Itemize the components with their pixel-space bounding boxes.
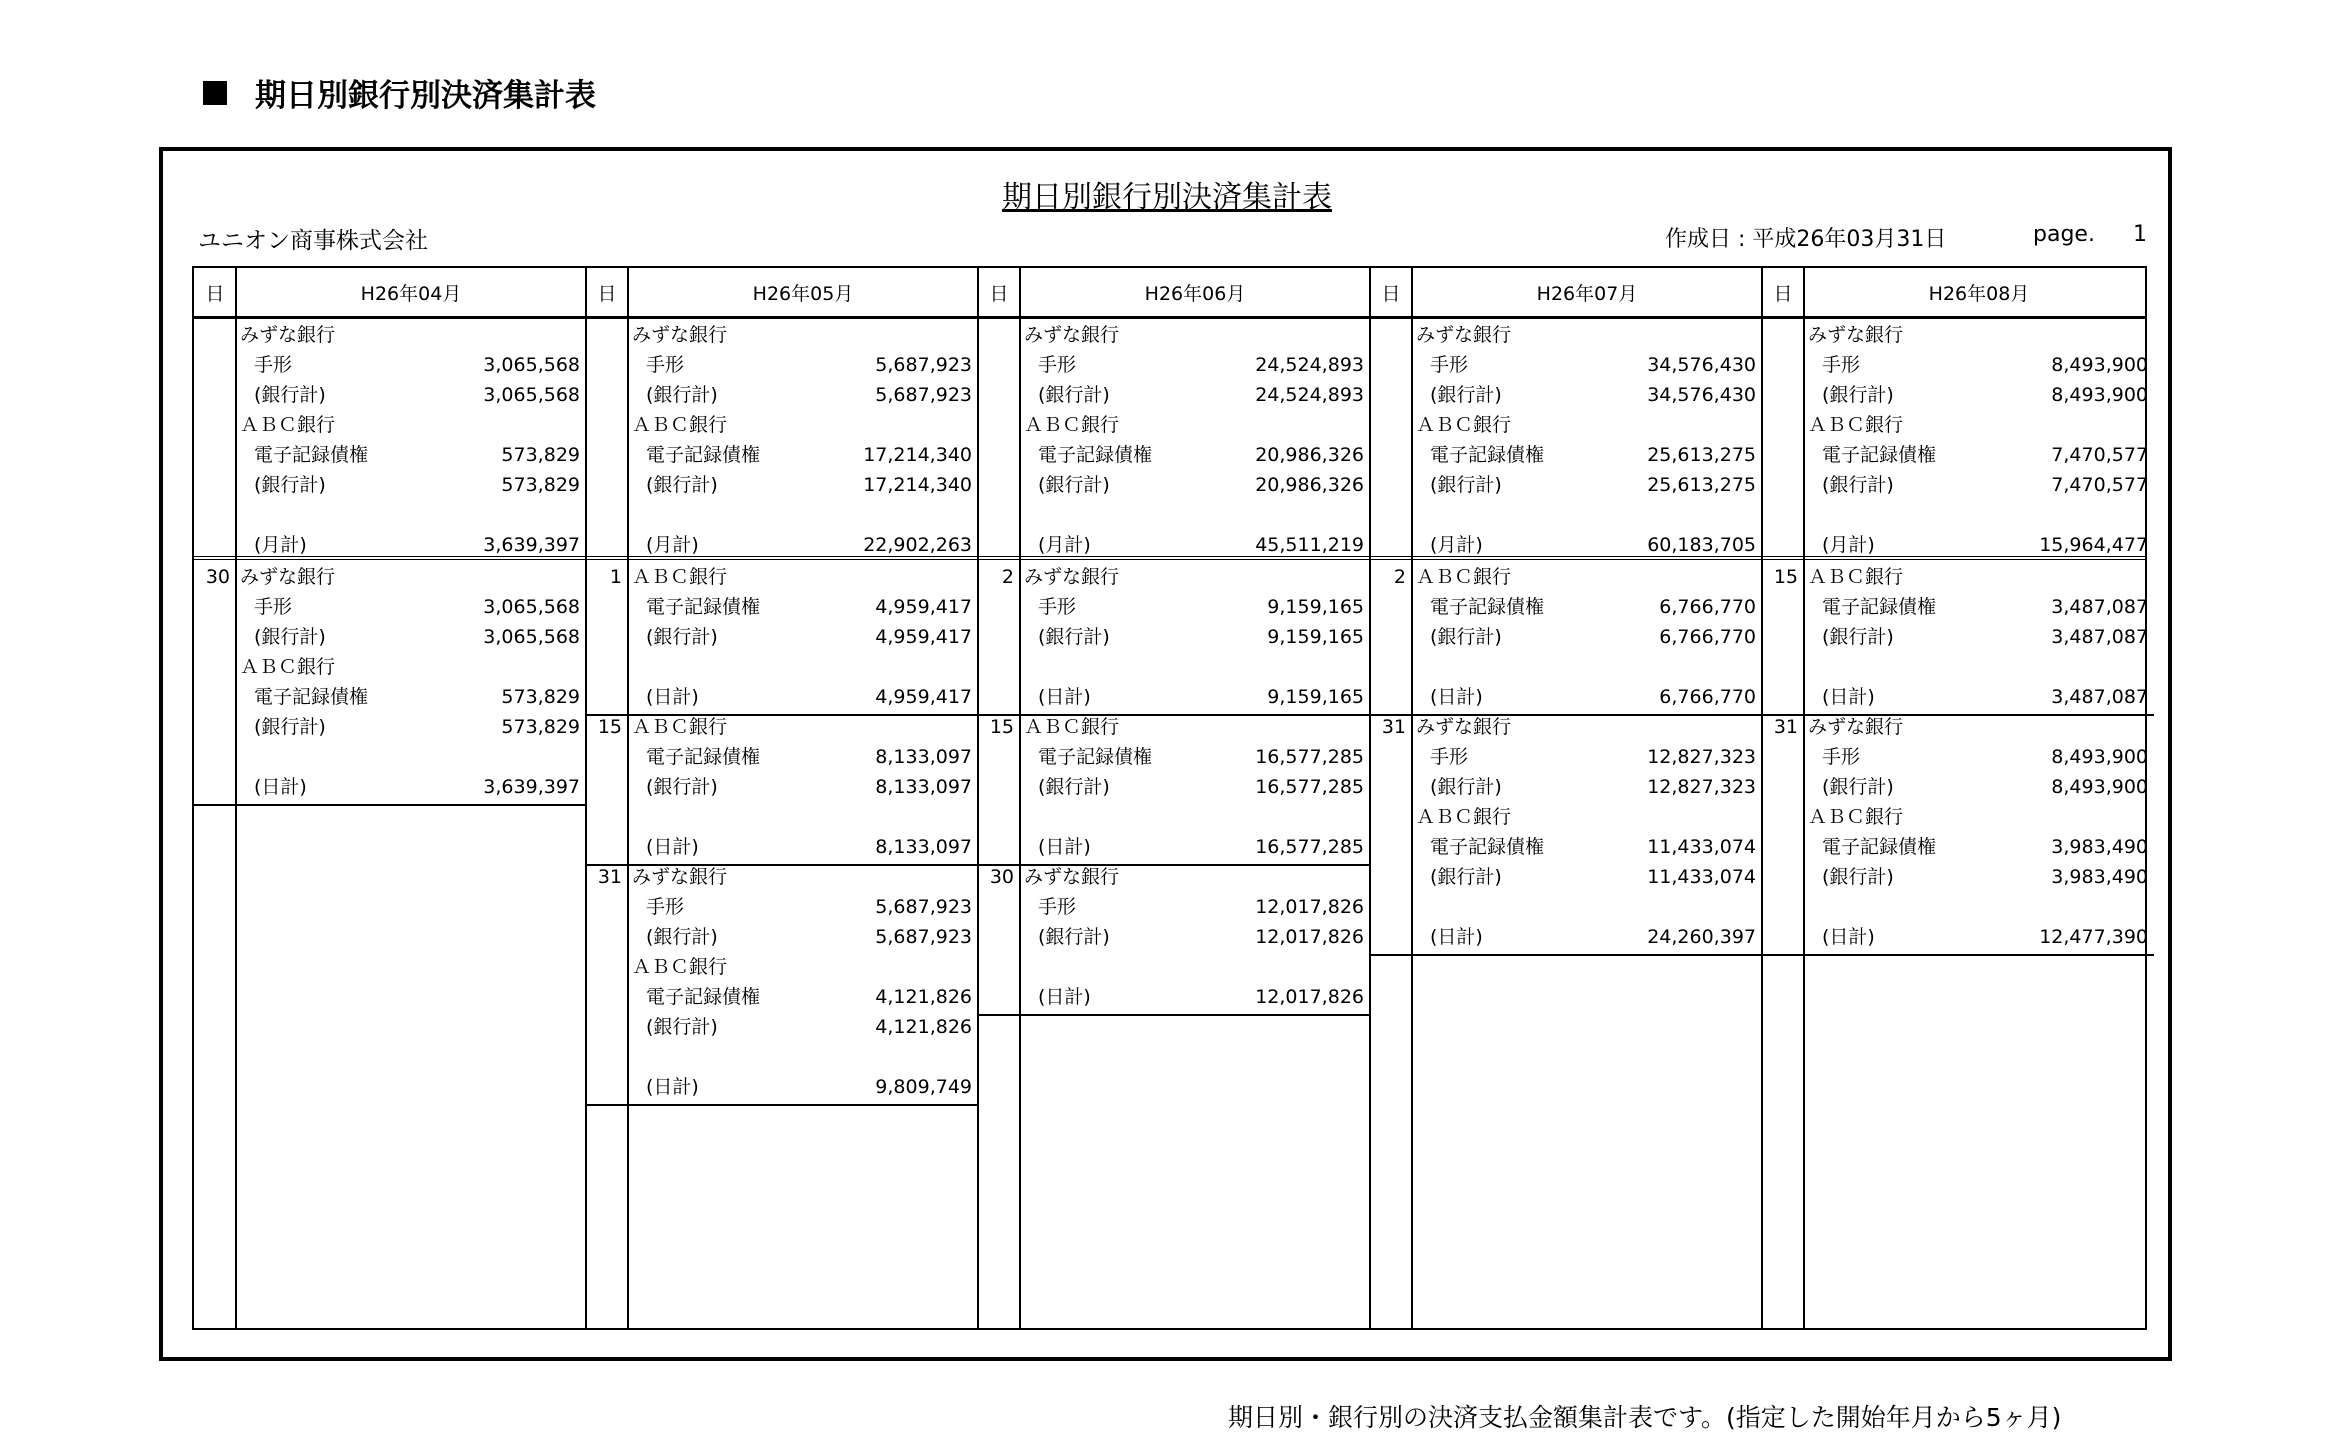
month-row-amount: 5,687,923 (875, 354, 972, 376)
day-number: 15 (989, 716, 1014, 738)
column-divider (585, 268, 587, 1328)
month-row-label: 手形 (1038, 354, 1077, 376)
day-row-label: みずな銀行 (1024, 566, 1120, 588)
day-row-amount: 16,577,285 (1255, 836, 1364, 858)
day-row-label: (銀行計) (1038, 626, 1110, 648)
month-row-amount: 8,493,900 (2051, 354, 2148, 376)
day-row-label: ＡＢＣ銀行 (1808, 806, 1904, 828)
day-row-label: 電子記録債権 (646, 596, 761, 618)
day-number: 30 (205, 566, 230, 588)
day-row-amount: 4,121,826 (875, 1016, 972, 1038)
day-row-label: (銀行計) (646, 626, 718, 648)
day-row-label: (日計) (1038, 686, 1091, 708)
day-row-label: 電子記録債権 (1822, 596, 1937, 618)
day-row-label: (銀行計) (646, 926, 718, 948)
day-row-label: ＡＢＣ銀行 (1416, 806, 1512, 828)
day-row-label: ＡＢＣ銀行 (632, 956, 728, 978)
day-block-divider (978, 1014, 1370, 1016)
month-row-amount: 34,576,430 (1647, 384, 1756, 406)
month-row-label: 手形 (1430, 354, 1469, 376)
day-row-label: (日計) (646, 836, 699, 858)
month-column-header: H26年07月 (1536, 282, 1638, 305)
day-row-label: みずな銀行 (1808, 716, 1904, 738)
month-row-label: ＡＢＣ銀行 (632, 414, 728, 436)
month-row-label: (銀行計) (1430, 474, 1502, 496)
month-row-label: (銀行計) (646, 474, 718, 496)
day-number: 30 (989, 866, 1014, 888)
month-row-label: 電子記録債権 (1038, 444, 1153, 466)
page-label: page. (2033, 222, 2095, 247)
month-row-amount: 8,493,900 (2051, 384, 2148, 406)
day-column-header: 日 (1381, 282, 1401, 305)
day-row-label: 電子記録債権 (1430, 836, 1545, 858)
month-row-label: 電子記録債権 (1430, 444, 1545, 466)
day-row-label: ＡＢＣ銀行 (632, 566, 728, 588)
day-row-label: 電子記録債権 (254, 686, 369, 708)
page-number: 1 (2133, 222, 2147, 247)
day-column-header: 日 (1773, 282, 1793, 305)
month-row-label: みずな銀行 (240, 324, 336, 346)
day-row-label: (日計) (1822, 926, 1875, 948)
month-row-amount: 20,986,326 (1255, 474, 1364, 496)
day-row-label: (日計) (1038, 986, 1091, 1008)
month-row-amount: 7,470,577 (2051, 474, 2148, 496)
day-row-label: みずな銀行 (1416, 716, 1512, 738)
column-divider (1369, 268, 1371, 1328)
day-row-label: (日計) (646, 686, 699, 708)
day-number: 31 (597, 866, 622, 888)
day-row-amount: 3,487,087 (2051, 686, 2148, 708)
day-block-divider (194, 804, 586, 806)
day-row-amount: 6,766,770 (1659, 626, 1756, 648)
day-row-amount: 9,159,165 (1267, 596, 1364, 618)
day-row-label: (日計) (1038, 836, 1091, 858)
heading-text: 期日別銀行別決済集計表 (255, 78, 596, 114)
month-row-amount: 25,613,275 (1647, 444, 1756, 466)
day-row-label: ＡＢＣ銀行 (632, 716, 728, 738)
day-row-label: 電子記録債権 (646, 746, 761, 768)
month-row-amount: 5,687,923 (875, 384, 972, 406)
day-row-amount: 573,829 (501, 716, 580, 738)
day-row-label: 電子記録債権 (1430, 596, 1545, 618)
month-row-label: (月計) (1430, 534, 1483, 556)
square-bullet-icon (203, 81, 227, 105)
day-row-label: 手形 (1038, 896, 1077, 918)
day-row-label: みずな銀行 (632, 866, 728, 888)
day-row-label: (日計) (254, 776, 307, 798)
month-row-label: 電子記録債権 (1822, 444, 1937, 466)
day-block-divider (1762, 954, 2154, 956)
day-row-label: ＡＢＣ銀行 (1416, 566, 1512, 588)
day-row-amount: 12,477,390 (2039, 926, 2148, 948)
day-row-label: (銀行計) (1822, 866, 1894, 888)
day-row-amount: 12,827,323 (1647, 746, 1756, 768)
month-column-header: H26年05月 (752, 282, 854, 305)
day-row-label: 手形 (1430, 746, 1469, 768)
day-row-label: (日計) (1430, 926, 1483, 948)
day-row-amount: 8,493,900 (2051, 776, 2148, 798)
month-row-label: みずな銀行 (1808, 324, 1904, 346)
day-row-amount: 3,065,568 (483, 596, 580, 618)
day-row-label: (銀行計) (1430, 866, 1502, 888)
month-row-label: みずな銀行 (1416, 324, 1512, 346)
day-row-label: (銀行計) (1430, 626, 1502, 648)
day-row-label: (日計) (646, 1076, 699, 1098)
day-row-amount: 3,065,568 (483, 626, 580, 648)
day-row-label: (銀行計) (1038, 926, 1110, 948)
day-row-label: ＡＢＣ銀行 (1808, 566, 1904, 588)
month-column-header: H26年04月 (360, 282, 462, 305)
month-row-label: (月計) (646, 534, 699, 556)
day-row-amount: 6,766,770 (1659, 686, 1756, 708)
day-row-label: 電子記録債権 (1822, 836, 1937, 858)
month-row-amount: 17,214,340 (863, 444, 972, 466)
month-row-label: 手形 (646, 354, 685, 376)
month-row-amount: 25,613,275 (1647, 474, 1756, 496)
day-row-label: (銀行計) (1822, 626, 1894, 648)
day-row-amount: 8,493,900 (2051, 746, 2148, 768)
column-divider (977, 268, 979, 1328)
day-number: 2 (1393, 566, 1406, 588)
day-row-amount: 11,433,074 (1647, 836, 1756, 858)
day-row-label: 電子記録債権 (1038, 746, 1153, 768)
page-heading (203, 70, 596, 115)
day-row-amount: 12,017,826 (1255, 926, 1364, 948)
month-row-label: (月計) (254, 534, 307, 556)
day-row-label: 手形 (1822, 746, 1861, 768)
day-block-divider (586, 1104, 978, 1106)
month-row-amount: 22,902,263 (863, 534, 972, 556)
month-row-label: (銀行計) (1038, 384, 1110, 406)
month-row-label: みずな銀行 (632, 324, 728, 346)
month-row-label: みずな銀行 (1024, 324, 1120, 346)
month-row-label: 手形 (1822, 354, 1861, 376)
day-row-amount: 12,827,323 (1647, 776, 1756, 798)
month-row-amount: 573,829 (501, 474, 580, 496)
month-row-label: 手形 (254, 354, 293, 376)
month-row-amount: 15,964,477 (2039, 534, 2148, 556)
month-column-header: H26年06月 (1144, 282, 1246, 305)
day-row-amount: 4,959,417 (875, 596, 972, 618)
day-row-amount: 3,983,490 (2051, 866, 2148, 888)
day-row-amount: 4,959,417 (875, 626, 972, 648)
day-number: 15 (597, 716, 622, 738)
month-row-label: (月計) (1822, 534, 1875, 556)
day-row-label: (日計) (1822, 686, 1875, 708)
day-row-label: (銀行計) (1430, 776, 1502, 798)
day-row-label: 手形 (254, 596, 293, 618)
day-number: 15 (1773, 566, 1798, 588)
day-row-label: 電子記録債権 (646, 986, 761, 1008)
month-row-amount: 7,470,577 (2051, 444, 2148, 466)
day-number: 31 (1381, 716, 1406, 738)
month-row-label: ＡＢＣ銀行 (240, 414, 336, 436)
day-row-label: 手形 (1038, 596, 1077, 618)
day-row-amount: 9,159,165 (1267, 626, 1364, 648)
month-row-amount: 60,183,705 (1647, 534, 1756, 556)
day-row-label: (銀行計) (646, 1016, 718, 1038)
month-row-label: ＡＢＣ銀行 (1024, 414, 1120, 436)
day-column-header: 日 (989, 282, 1009, 305)
day-row-amount: 5,687,923 (875, 926, 972, 948)
day-row-label: ＡＢＣ銀行 (1024, 716, 1120, 738)
report-title: 期日別銀行別決済集計表 (1002, 180, 1332, 215)
month-row-amount: 573,829 (501, 444, 580, 466)
day-row-amount: 9,809,749 (875, 1076, 972, 1098)
footnote: 期日別・銀行別の決済支払金額集計表です。(指定した開始年月から5ヶ月) (1228, 1403, 2062, 1432)
day-number: 2 (1001, 566, 1014, 588)
month-row-label: (銀行計) (1822, 474, 1894, 496)
column-divider (1761, 268, 1763, 1328)
day-row-amount: 3,983,490 (2051, 836, 2148, 858)
month-row-amount: 3,065,568 (483, 384, 580, 406)
day-number: 1 (609, 566, 622, 588)
day-row-amount: 8,133,097 (875, 746, 972, 768)
month-row-amount: 17,214,340 (863, 474, 972, 496)
month-row-label: (銀行計) (1822, 384, 1894, 406)
day-row-amount: 5,687,923 (875, 896, 972, 918)
day-column-header: 日 (205, 282, 225, 305)
day-row-label: (銀行計) (646, 776, 718, 798)
day-row-amount: 3,487,087 (2051, 626, 2148, 648)
day-row-amount: 3,639,397 (483, 776, 580, 798)
month-row-amount: 24,524,893 (1255, 354, 1364, 376)
day-row-label: ＡＢＣ銀行 (240, 656, 336, 678)
month-row-amount: 24,524,893 (1255, 384, 1364, 406)
month-row-label: (月計) (1038, 534, 1091, 556)
month-row-label: (銀行計) (1038, 474, 1110, 496)
day-row-label: (銀行計) (1822, 776, 1894, 798)
month-row-label: (銀行計) (1430, 384, 1502, 406)
day-row-amount: 6,766,770 (1659, 596, 1756, 618)
day-row-amount: 24,260,397 (1647, 926, 1756, 948)
month-row-amount: 34,576,430 (1647, 354, 1756, 376)
month-row-label: 電子記録債権 (646, 444, 761, 466)
day-column-header: 日 (597, 282, 617, 305)
created-date: 作成日 : 平成26年03月31日 (1665, 227, 1947, 252)
month-row-label: 電子記録債権 (254, 444, 369, 466)
day-row-label: (銀行計) (254, 716, 326, 738)
company-name: ユニオン商事株式会社 (198, 228, 428, 254)
month-row-label: (銀行計) (646, 384, 718, 406)
day-row-amount: 4,121,826 (875, 986, 972, 1008)
day-row-amount: 11,433,074 (1647, 866, 1756, 888)
day-block-divider (1370, 954, 1762, 956)
day-row-amount: 8,133,097 (875, 836, 972, 858)
day-number: 31 (1773, 716, 1798, 738)
day-row-label: (日計) (1430, 686, 1483, 708)
month-row-label: (銀行計) (254, 474, 326, 496)
day-row-amount: 12,017,826 (1255, 896, 1364, 918)
month-row-amount: 3,065,568 (483, 354, 580, 376)
day-row-amount: 12,017,826 (1255, 986, 1364, 1008)
day-row-amount: 3,487,087 (2051, 596, 2148, 618)
month-row-amount: 3,639,397 (483, 534, 580, 556)
month-row-amount: 20,986,326 (1255, 444, 1364, 466)
day-row-label: (銀行計) (1038, 776, 1110, 798)
day-row-label: 手形 (646, 896, 685, 918)
month-row-label: ＡＢＣ銀行 (1808, 414, 1904, 436)
day-row-amount: 573,829 (501, 686, 580, 708)
month-row-label: (銀行計) (254, 384, 326, 406)
summary-table (192, 266, 2147, 1330)
day-row-amount: 4,959,417 (875, 686, 972, 708)
day-row-label: (銀行計) (254, 626, 326, 648)
day-row-amount: 16,577,285 (1255, 776, 1364, 798)
month-row-label: ＡＢＣ銀行 (1416, 414, 1512, 436)
month-column-header: H26年08月 (1928, 282, 2030, 305)
day-row-amount: 9,159,165 (1267, 686, 1364, 708)
day-row-label: みずな銀行 (1024, 866, 1120, 888)
month-row-amount: 45,511,219 (1255, 534, 1364, 556)
day-row-label: みずな銀行 (240, 566, 336, 588)
day-row-amount: 16,577,285 (1255, 746, 1364, 768)
day-row-amount: 8,133,097 (875, 776, 972, 798)
